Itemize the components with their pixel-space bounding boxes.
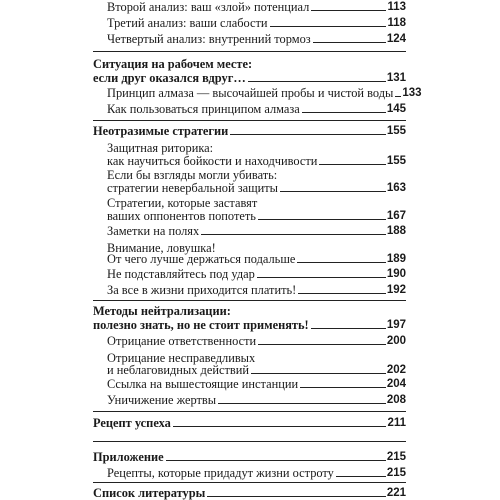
toc-entry-page: 202	[386, 364, 406, 376]
toc-entry-page: 145	[386, 103, 406, 115]
toc-entry	[107, 16, 406, 30]
dot-leader	[280, 191, 386, 192]
section-divider	[93, 300, 406, 301]
dot-leader	[311, 328, 386, 329]
toc-section-title: Список литературы	[93, 486, 206, 500]
toc-entry-title: Третий анализ: ваши слабости	[107, 16, 268, 30]
toc-section-title-line1: Ситуация на рабочем месте:	[93, 57, 253, 71]
toc-entry-title: Четвертый анализ: внутренний тормоз	[107, 32, 311, 46]
dot-leader	[311, 10, 386, 11]
toc-section-page: 197	[386, 319, 406, 331]
toc-entry-title: Ссылка на вышестоящие инстанции	[107, 377, 299, 391]
toc-entry-title: Рецепты, которые придадут жизни остроту	[107, 466, 334, 480]
dot-leader	[298, 293, 386, 294]
toc-entry-page: 215	[386, 467, 406, 479]
dot-leader	[336, 476, 386, 477]
toc-entry-page: 192	[386, 284, 406, 296]
section-divider	[93, 120, 406, 121]
toc-section-page: 155	[386, 125, 406, 137]
section-divider	[93, 441, 406, 442]
toc-entry-page: 208	[386, 394, 406, 406]
toc-entry-page: 204	[386, 378, 406, 390]
toc-entry-page: 200	[386, 335, 406, 347]
toc-section	[93, 71, 406, 85]
toc-entry-title: как научиться бойкости и находчивости	[107, 154, 318, 168]
toc-entry-title-line1: Если бы взгляды могли убивать:	[107, 168, 278, 182]
toc-section	[93, 318, 406, 332]
toc-section	[93, 124, 406, 138]
toc-entry-page: 113	[387, 1, 406, 13]
dot-leader	[248, 81, 386, 82]
toc-entry	[107, 154, 406, 168]
dot-leader	[230, 134, 385, 135]
toc-entry	[107, 334, 406, 348]
toc-entry-page: 163	[386, 182, 406, 194]
dot-leader	[302, 112, 386, 113]
toc-entry	[107, 102, 406, 116]
section-divider	[93, 51, 406, 52]
toc-entry-title: ваших оппонентов попотеть	[107, 209, 256, 223]
dot-leader	[258, 219, 386, 220]
toc-entry	[107, 267, 406, 281]
toc-section-title: Приложение	[93, 450, 164, 464]
toc-entry-page: 118	[387, 17, 406, 29]
toc-entry	[107, 283, 406, 297]
toc-section	[93, 486, 406, 500]
toc-section-page: 215	[386, 451, 406, 463]
dot-leader	[258, 344, 386, 345]
dot-leader	[201, 234, 386, 235]
dot-leader	[300, 387, 386, 388]
toc-entry-title: Заметки на полях	[107, 224, 200, 238]
toc-entry-page: 155	[386, 155, 406, 167]
dot-leader	[207, 496, 386, 497]
dot-leader	[173, 426, 387, 427]
toc-entry	[107, 466, 406, 480]
toc-entry-page: 124	[386, 33, 406, 45]
dot-leader	[257, 277, 386, 278]
dot-leader	[251, 373, 386, 374]
toc-entry-page: 190	[386, 268, 406, 280]
toc-entry	[107, 86, 422, 100]
section-divider	[93, 482, 406, 483]
toc-entry	[107, 393, 406, 407]
toc-entry-title: стратегии невербальной защиты	[107, 181, 279, 195]
toc-entry-title-line1: Стратегии, которые заставят	[107, 196, 258, 210]
toc-entry-title-line1: Защитная риторика:	[107, 141, 214, 155]
toc-section	[93, 416, 406, 430]
toc-entry-title: Принцип алмаза — высочайшей пробы и чистой воды	[107, 86, 394, 100]
dot-leader	[218, 403, 386, 404]
toc-entry-title-line1: Отрицание несправедливых	[107, 351, 256, 365]
toc-entry-page: 188	[386, 225, 406, 237]
toc-section-title: Рецепт успеха	[93, 416, 171, 430]
toc-entry	[107, 0, 406, 14]
toc-entry-title-line1: Внимание, ловушка!	[107, 241, 216, 255]
toc-entry	[107, 224, 406, 238]
toc-section-page: 221	[386, 487, 406, 499]
toc-entry-title: Не подставляйтесь под удар	[107, 267, 255, 281]
toc-entry-title: От чего лучше держаться подальше	[107, 252, 296, 266]
section-divider	[93, 411, 406, 412]
dot-leader	[313, 42, 386, 43]
toc-entry	[107, 209, 406, 223]
toc-entry-title: Отрицание ответственности	[107, 334, 257, 348]
toc-entry	[107, 32, 406, 46]
toc-entry-title: Как пользоваться принципом алмаза	[107, 102, 300, 116]
toc-entry-title: и неблаговидных действий	[107, 363, 250, 377]
toc-entry-page: 133	[402, 87, 422, 99]
toc-entry-title: За все в жизни приходится платить!	[107, 283, 297, 297]
toc-section-page: 211	[387, 417, 406, 429]
toc-section-title: Неотразимые стратегии	[93, 124, 229, 138]
toc-entry-page: 189	[386, 253, 406, 265]
toc-entry	[107, 363, 406, 377]
toc-section	[93, 450, 406, 464]
toc-entry	[107, 252, 406, 266]
toc-entry-title: Второй анализ: ваш «злой» потенциал	[107, 0, 310, 14]
toc-entry-page: 167	[386, 210, 406, 222]
toc-section-page: 131	[386, 72, 406, 84]
toc-entry-title: Уничижение жертвы	[107, 393, 217, 407]
dot-leader	[395, 96, 401, 97]
toc-section-title: полезно знать, но не стоит применять!	[93, 318, 309, 332]
dot-leader	[297, 262, 385, 263]
toc-entry	[107, 377, 406, 391]
toc-entry	[107, 181, 406, 195]
toc-section-title: если друг оказался вдруг…	[93, 71, 246, 85]
dot-leader	[166, 460, 386, 461]
toc-section-title-line1: Методы нейтрализации:	[93, 304, 231, 318]
dot-leader	[270, 26, 387, 27]
dot-leader	[319, 164, 385, 165]
